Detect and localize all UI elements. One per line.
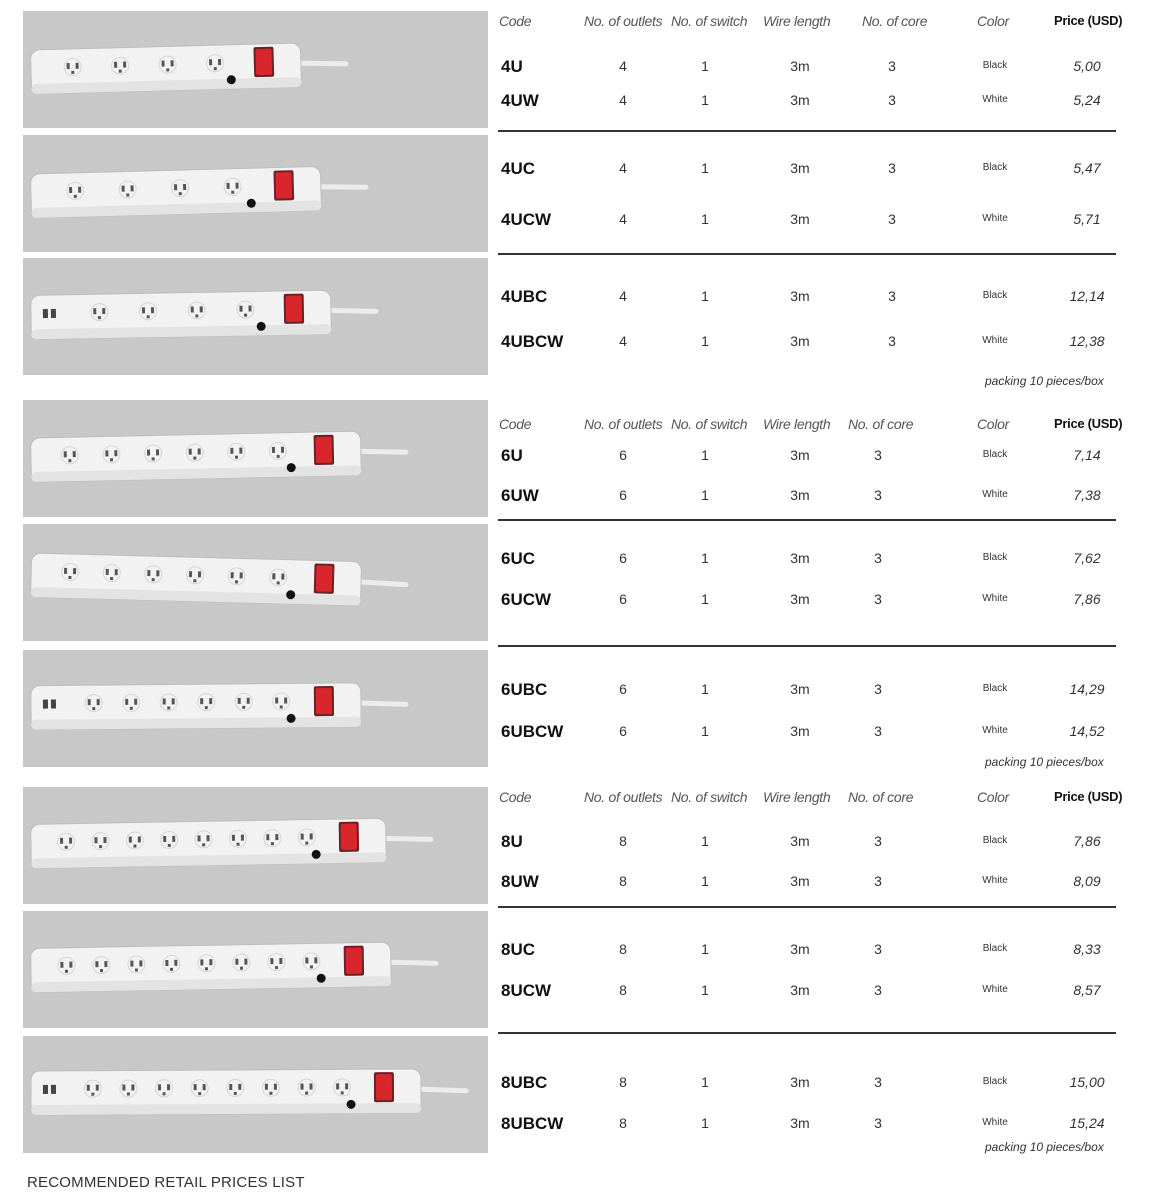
color-value: White xyxy=(982,875,1008,886)
switch-value: 1 xyxy=(701,58,709,74)
footer-title: RECOMMENDED RETAIL PRICES LIST xyxy=(27,1174,305,1191)
switch-value: 1 xyxy=(701,982,709,998)
product-code: 4UBC xyxy=(501,287,548,306)
price-value: 7,38 xyxy=(1073,487,1101,503)
row-divider xyxy=(498,253,1116,255)
product-code: 4UW xyxy=(501,91,539,110)
wire-value: 3m xyxy=(790,681,810,697)
row-divider xyxy=(498,645,1116,647)
product-code: 4UCW xyxy=(501,210,552,229)
outlets-value: 6 xyxy=(619,447,627,463)
core-value: 3 xyxy=(874,833,882,849)
product-code: 6UBC xyxy=(501,680,548,699)
color-value: Black xyxy=(982,552,1008,563)
product-code: 4UC xyxy=(501,159,536,178)
col-header-code: Code xyxy=(499,13,532,29)
product-code: 8UCW xyxy=(501,981,552,1000)
price-value: 15,24 xyxy=(1069,1115,1105,1131)
col-header-price: Price (USD) xyxy=(1054,789,1123,804)
wire-value: 3m xyxy=(790,982,810,998)
core-value: 3 xyxy=(888,333,896,349)
wire-value: 3m xyxy=(790,723,810,739)
col-header-outlets: No. of outlets xyxy=(584,416,663,432)
product-code: 6U xyxy=(501,446,523,465)
core-value: 3 xyxy=(874,941,882,957)
switch-value: 1 xyxy=(701,1074,709,1090)
color-value: Black xyxy=(982,943,1008,954)
price-value: 5,71 xyxy=(1073,211,1101,227)
power-strip-icon xyxy=(31,941,437,992)
price-value: 7,14 xyxy=(1073,447,1101,463)
outlets-value: 8 xyxy=(619,873,627,889)
wire-value: 3m xyxy=(790,1074,810,1090)
outlets-value: 6 xyxy=(619,723,627,739)
wire-value: 3m xyxy=(790,333,810,349)
price-value: 7,62 xyxy=(1073,550,1101,566)
col-header-wire: Wire length xyxy=(763,13,831,29)
core-value: 3 xyxy=(874,447,882,463)
switch-value: 1 xyxy=(701,681,709,697)
wire-value: 3m xyxy=(790,92,810,108)
col-header-color: Color xyxy=(977,13,1009,29)
switch-value: 1 xyxy=(701,1115,709,1131)
outlets-value: 6 xyxy=(619,487,627,503)
color-value: White xyxy=(982,489,1008,500)
color-value: Black xyxy=(982,60,1008,71)
product-photo-8uc xyxy=(23,911,488,1028)
core-value: 3 xyxy=(874,1074,882,1090)
col-header-wire: Wire length xyxy=(763,416,831,432)
color-value: Black xyxy=(982,290,1008,301)
price-value: 8,57 xyxy=(1073,982,1101,998)
switch-value: 1 xyxy=(701,591,709,607)
color-value: White xyxy=(982,213,1008,224)
price-value: 8,33 xyxy=(1073,941,1101,957)
power-strip-icon xyxy=(31,289,377,339)
color-value: White xyxy=(982,1117,1008,1128)
color-value: Black xyxy=(982,449,1008,460)
product-code: 6UC xyxy=(501,549,536,568)
core-value: 3 xyxy=(874,681,882,697)
outlets-value: 4 xyxy=(619,211,627,227)
outlets-value: 8 xyxy=(619,1115,627,1131)
wire-value: 3m xyxy=(790,487,810,503)
switch-value: 1 xyxy=(701,550,709,566)
core-value: 3 xyxy=(888,288,896,304)
col-header-outlets: No. of outlets xyxy=(584,789,663,805)
outlets-value: 6 xyxy=(619,681,627,697)
col-header-color: Color xyxy=(977,416,1009,432)
product-photo-6uc xyxy=(23,524,488,641)
switch-value: 1 xyxy=(701,92,709,108)
product-code: 6UW xyxy=(501,486,539,505)
packing-note: packing 10 pieces/box xyxy=(985,1140,1104,1154)
core-value: 3 xyxy=(888,211,896,227)
product-code: 8UBCW xyxy=(501,1114,564,1133)
power-strip-icon xyxy=(31,682,406,729)
product-photo-6u xyxy=(23,400,488,517)
row-divider xyxy=(498,130,1116,132)
power-strip-icon xyxy=(31,553,407,607)
outlets-value: 6 xyxy=(619,550,627,566)
color-value: Black xyxy=(982,835,1008,846)
core-value: 3 xyxy=(888,160,896,176)
color-value: Black xyxy=(982,1076,1008,1087)
core-value: 3 xyxy=(874,723,882,739)
core-value: 3 xyxy=(874,487,882,503)
product-code: 8U xyxy=(501,832,523,851)
col-header-switch: No. of switch xyxy=(671,13,748,29)
wire-value: 3m xyxy=(790,550,810,566)
price-value: 5,00 xyxy=(1073,58,1101,74)
price-value: 12,14 xyxy=(1069,288,1105,304)
product-code: 6UBCW xyxy=(501,722,564,741)
col-header-wire: Wire length xyxy=(763,789,831,805)
product-photo-4uc xyxy=(23,135,488,252)
wire-value: 3m xyxy=(790,58,810,74)
color-value: Black xyxy=(982,683,1008,694)
col-header-core: No. of core xyxy=(848,789,914,805)
color-value: White xyxy=(982,984,1008,995)
switch-value: 1 xyxy=(701,873,709,889)
col-header-price: Price (USD) xyxy=(1054,416,1123,431)
switch-value: 1 xyxy=(701,833,709,849)
outlets-value: 4 xyxy=(619,288,627,304)
product-code: 6UCW xyxy=(501,590,552,609)
outlets-value: 8 xyxy=(619,833,627,849)
price-value: 7,86 xyxy=(1073,591,1101,607)
row-divider xyxy=(498,519,1116,521)
product-code: 8UW xyxy=(501,872,539,891)
packing-note: packing 10 pieces/box xyxy=(985,755,1104,769)
wire-value: 3m xyxy=(790,447,810,463)
col-header-code: Code xyxy=(499,789,532,805)
outlets-value: 4 xyxy=(619,333,627,349)
wire-value: 3m xyxy=(790,1115,810,1131)
color-value: White xyxy=(982,593,1008,604)
price-value: 7,86 xyxy=(1073,833,1101,849)
color-value: White xyxy=(982,94,1008,105)
price-value: 15,00 xyxy=(1069,1074,1105,1090)
color-value: Black xyxy=(982,162,1008,173)
switch-value: 1 xyxy=(701,288,709,304)
product-photo-8u xyxy=(23,787,488,904)
switch-value: 1 xyxy=(701,941,709,957)
col-header-price: Price (USD) xyxy=(1054,13,1123,28)
core-value: 3 xyxy=(874,982,882,998)
col-header-code: Code xyxy=(499,416,532,432)
row-divider xyxy=(498,906,1116,908)
col-header-outlets: No. of outlets xyxy=(584,13,663,29)
core-value: 3 xyxy=(874,591,882,607)
col-header-color: Color xyxy=(977,789,1009,805)
outlets-value: 8 xyxy=(619,941,627,957)
outlets-value: 6 xyxy=(619,591,627,607)
wire-value: 3m xyxy=(790,211,810,227)
price-value: 12,38 xyxy=(1069,333,1105,349)
col-header-switch: No. of switch xyxy=(671,789,748,805)
outlets-value: 4 xyxy=(619,160,627,176)
switch-value: 1 xyxy=(701,447,709,463)
switch-value: 1 xyxy=(701,487,709,503)
price-value: 5,47 xyxy=(1073,160,1101,176)
wire-value: 3m xyxy=(790,873,810,889)
price-value: 14,29 xyxy=(1069,681,1105,697)
wire-value: 3m xyxy=(790,941,810,957)
outlets-value: 8 xyxy=(619,1074,627,1090)
wire-value: 3m xyxy=(790,591,810,607)
col-header-core: No. of core xyxy=(862,13,928,29)
power-strip-icon xyxy=(31,817,432,868)
core-value: 3 xyxy=(888,58,896,74)
core-value: 3 xyxy=(874,873,882,889)
price-value: 5,24 xyxy=(1073,92,1101,108)
product-code: 4U xyxy=(501,57,523,76)
col-header-switch: No. of switch xyxy=(671,416,748,432)
outlets-value: 4 xyxy=(619,92,627,108)
outlets-value: 8 xyxy=(619,982,627,998)
switch-value: 1 xyxy=(701,211,709,227)
switch-value: 1 xyxy=(701,723,709,739)
price-value: 8,09 xyxy=(1073,873,1101,889)
switch-value: 1 xyxy=(701,333,709,349)
row-divider xyxy=(498,1032,1116,1034)
wire-value: 3m xyxy=(790,833,810,849)
product-photo-6ubc xyxy=(23,650,488,767)
product-photo-8ubc xyxy=(23,1036,488,1153)
outlets-value: 4 xyxy=(619,58,627,74)
wire-value: 3m xyxy=(790,288,810,304)
price-value: 14,52 xyxy=(1069,723,1105,739)
power-strip-icon xyxy=(31,1069,466,1115)
product-photo-4ubc xyxy=(23,258,488,375)
power-strip-icon xyxy=(30,42,346,94)
wire-value: 3m xyxy=(790,160,810,176)
power-strip-icon xyxy=(30,165,366,218)
color-value: White xyxy=(982,725,1008,736)
packing-note: packing 10 pieces/box xyxy=(985,374,1104,388)
core-value: 3 xyxy=(874,1115,882,1131)
product-code: 4UBCW xyxy=(501,332,564,351)
product-code: 8UC xyxy=(501,940,536,959)
color-value: White xyxy=(982,335,1008,346)
product-code: 8UBC xyxy=(501,1073,548,1092)
switch-value: 1 xyxy=(701,160,709,176)
product-photo-4u xyxy=(23,11,488,128)
core-value: 3 xyxy=(874,550,882,566)
power-strip-icon xyxy=(31,430,407,482)
col-header-core: No. of core xyxy=(848,416,914,432)
core-value: 3 xyxy=(888,92,896,108)
